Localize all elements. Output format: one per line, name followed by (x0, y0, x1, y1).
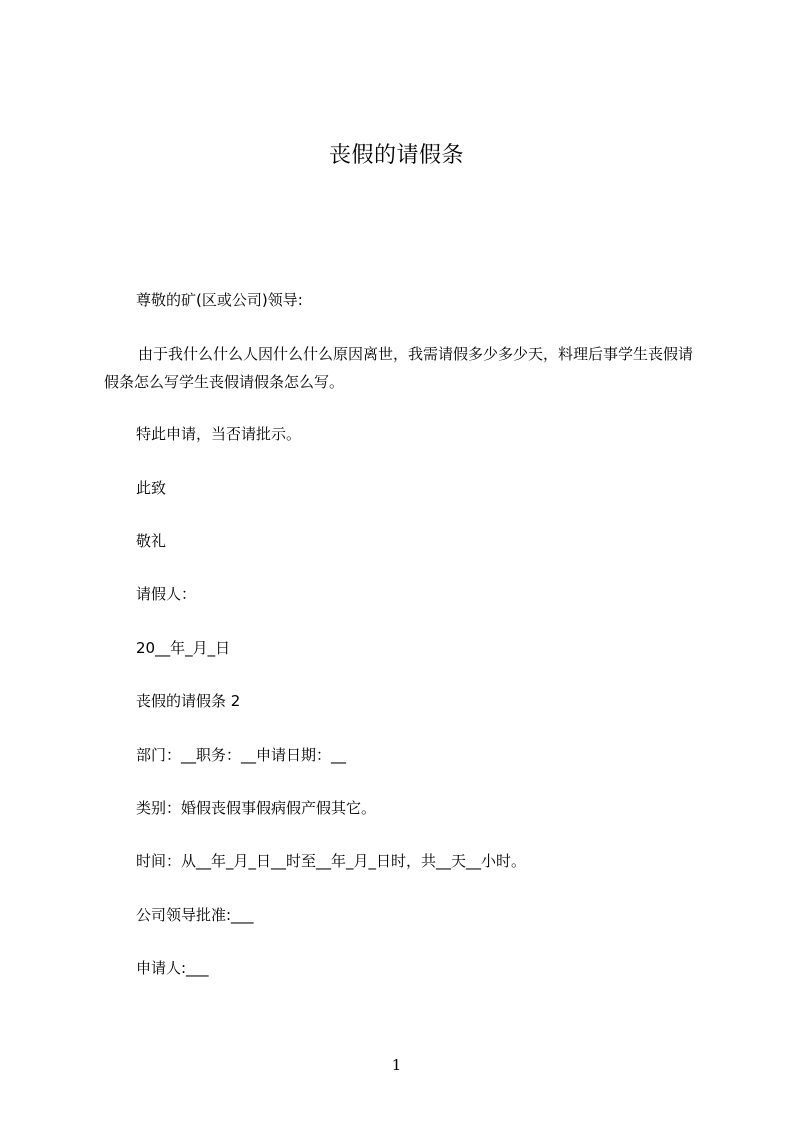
category-line: 类别：婚假丧假事假病假产假其它。 (136, 799, 377, 817)
salutation: 尊敬的矿(区或公司)领导: (136, 291, 303, 309)
time-line: 时间：从__年_月_日__时至__年_月_日时，共__天__小时。 (136, 852, 527, 870)
request-line: 特此申请，当否请批示。 (136, 425, 302, 443)
approval-line: 公司领导批准:___ (136, 906, 254, 924)
closing-line-1: 此致 (136, 479, 167, 497)
date-line: 20__年_月_日 (136, 639, 231, 657)
applicant-line: 申请人:___ (136, 959, 209, 977)
applicant-label: 请假人： (136, 585, 197, 603)
section-title: 丧假的请假条 2 (136, 692, 241, 710)
document-title: 丧假的请假条 (328, 143, 464, 168)
department-line: 部门：__职务：__申请日期：__ (136, 746, 347, 764)
page-number: 1 (391, 1056, 402, 1074)
body-paragraph: 由于我什么什么人因什么什么原因离世，我需请假多少多少天，料理后事学生丧假请假条怎么写学生丧假请假条怎么写。 (104, 345, 694, 391)
closing-line-2: 敬礼 (136, 532, 167, 550)
